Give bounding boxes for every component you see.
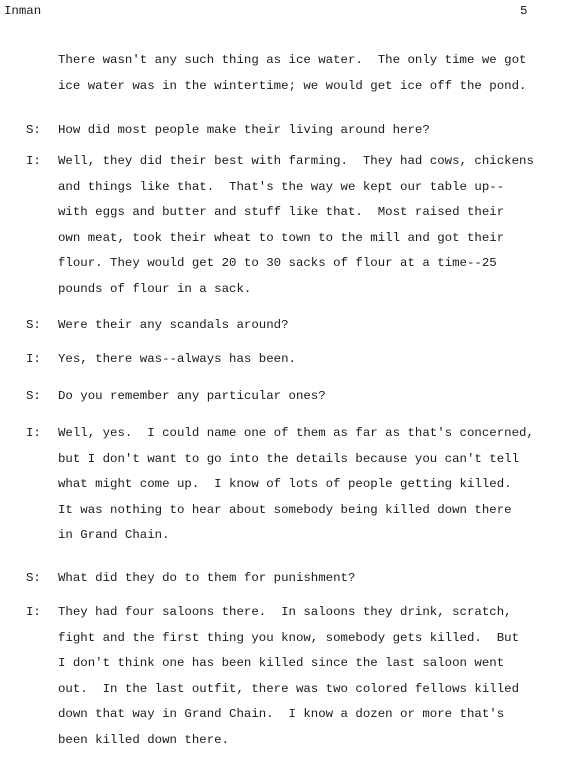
speaker-label: S: xyxy=(26,389,41,403)
text-line: Do you remember any particular ones? xyxy=(58,389,326,403)
text-line: I don't think one has been killed since the last saloon went xyxy=(58,656,505,671)
text-line: but I don't want to go into the details because you can't tell xyxy=(58,451,520,466)
text-line: ice water was in the wintertime; we would get ice off the pond. xyxy=(58,78,527,93)
text-line: Well, yes. I could name one of them as far as that's concerned, xyxy=(58,426,534,440)
text-line: Well, they did their best with farming. They had cows, chickens xyxy=(58,154,534,168)
speaker-label: I: xyxy=(26,352,41,366)
text-line: in Grand Chain. xyxy=(58,528,170,543)
text-line: and things like that. That's the way we kept our table up-- xyxy=(58,179,505,194)
text-line: It was nothing to hear about somebody being killed down there xyxy=(58,502,512,517)
text-line: fight and the first thing you know, somebody gets killed. But xyxy=(58,630,520,645)
text-line: what might come up. I know of lots of people getting killed. xyxy=(58,477,512,492)
text-line: out. In the last outfit, there was two colored fellows killed xyxy=(58,681,520,696)
text-line: own meat, took their wheat to town to the mill and got their xyxy=(58,230,505,245)
text-line: What did they do to them for punishment? xyxy=(58,571,356,585)
text-line: They had four saloons there. In saloons they drink, scratch, xyxy=(58,605,512,619)
text-line: down that way in Grand Chain. I know a dozen or more that's xyxy=(58,707,505,722)
speaker-label: S: xyxy=(26,123,41,137)
text-line: been killed down there. xyxy=(58,733,230,747)
text-line: There wasn't any such thing as ice water. The only time we got xyxy=(58,53,527,67)
speaker-label: I: xyxy=(26,426,41,440)
page-header xyxy=(0,4,571,24)
text-line: flour. They would get 20 to 30 sacks of flour at a time--25 xyxy=(58,256,497,271)
text-line: Were their any scandals around? xyxy=(58,318,289,332)
speaker-label: S: xyxy=(26,571,41,585)
speaker-label: I: xyxy=(26,154,41,168)
speaker-label: I: xyxy=(26,605,41,619)
speaker-label: S: xyxy=(26,318,41,332)
text-line: pounds of flour in a sack. xyxy=(58,282,252,296)
header-name: Inman xyxy=(4,4,42,18)
page-number: 5 xyxy=(520,4,528,18)
text-line: with eggs and butter and stuff like that. Most raised their xyxy=(58,205,505,220)
text-line: How did most people make their living around here? xyxy=(58,123,430,137)
text-line: Yes, there was--always has been. xyxy=(58,352,296,366)
